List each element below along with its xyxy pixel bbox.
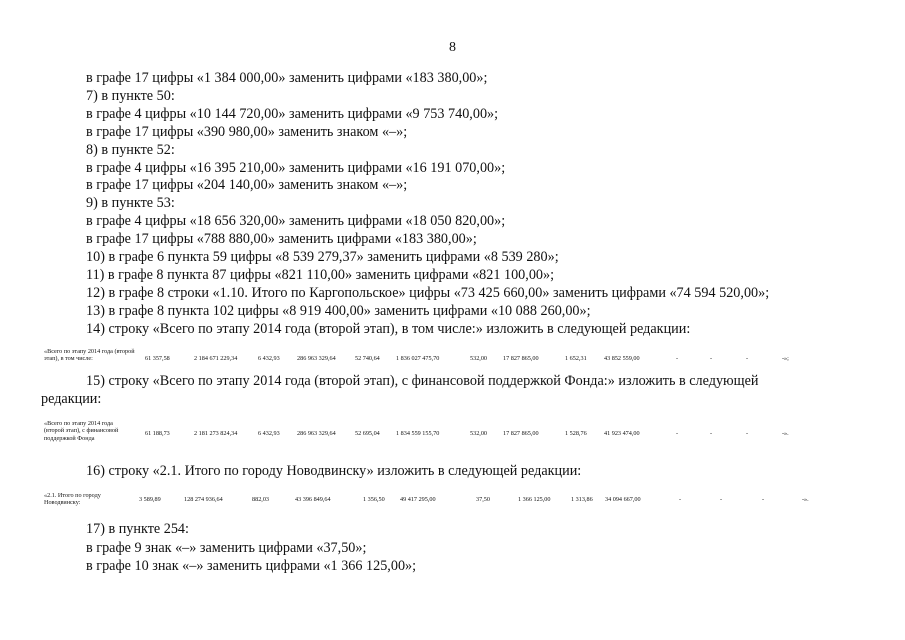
- table-cell: 882,03: [252, 496, 270, 503]
- table-cell: 37,50: [476, 496, 490, 503]
- text-line: в графе 4 цифры «10 144 720,00» заменить цифрами «9 753 740,00»;: [86, 105, 499, 122]
- text-line: в графе 10 знак «–» заменить цифрами «1 366 125,00»;: [86, 558, 417, 574]
- text-line: 13) в графе 8 пункта 102 цифры «8 919 400,00» заменить цифрами «10 088 260,00»;: [86, 302, 591, 319]
- table-cell: 1 528,76: [565, 430, 587, 437]
- table-cell: -: [762, 496, 765, 503]
- row-label: «Всего по этапу 2014 года (второй этап), в том числе:: [44, 348, 135, 363]
- table-cell: 1 652,31: [565, 355, 587, 362]
- text-line: в графе 9 знак «–» заменить цифрами «37,50»;: [86, 539, 367, 556]
- row-label: «2.1. Итого по городу Новодвинску:: [44, 492, 101, 507]
- table-cell: 1 366 125,00: [518, 496, 551, 503]
- table-cell: 1 313,86: [571, 496, 593, 503]
- table-cell: 43 852 559,00: [604, 355, 640, 362]
- table-cell: 1 356,50: [363, 496, 385, 503]
- table-cell: 6 432,93: [258, 355, 280, 362]
- amendment-lines-17: [86, 520, 416, 576]
- table-cell: 3 589,89: [139, 496, 161, 503]
- table-cell: 41 923 474,00: [604, 430, 640, 437]
- text-line: 8) в пункте 52:: [86, 141, 175, 158]
- text-line: 12) в графе 8 строки «1.10. Итого по Каргопольское» цифры «73 425 660,00» заменить цифрами «74 594 520,00»;: [86, 284, 770, 301]
- paragraph-15: [41, 372, 866, 408]
- table-cell: 17 827 865,00: [503, 355, 539, 362]
- table-cell: 6 432,93: [258, 430, 280, 437]
- text-line: в графе 4 цифры «18 656 320,00» заменить цифрами «18 050 820,00»;: [86, 213, 506, 230]
- table-cell: -».: [782, 430, 789, 437]
- table-cell: -: [710, 355, 713, 362]
- table-row-novodvinsk: [44, 492, 874, 510]
- paragraph-15-line: 15) строку «Всего по этапу 2014 года (второй этап), с финансовой поддержкой Фонда:» изложить в следующей: [86, 373, 759, 389]
- table-cell: 43 396 849,64: [295, 496, 331, 503]
- table-cell: 2 184 671 229,34: [194, 355, 238, 362]
- text-line: в графе 17 цифры «788 880,00» заменить цифрами «183 380,00»;: [86, 231, 477, 248]
- text-line: в графе 17 цифры «390 980,00» заменить знаком «–»;: [86, 123, 408, 140]
- table-cell: 286 963 329,64: [297, 355, 336, 362]
- table-cell: 17 827 865,00: [503, 430, 539, 437]
- paragraph-16: 16) строку «2.1. Итого по городу Новодвинску» изложить в следующей редакции:: [86, 463, 582, 479]
- table-cell: -: [746, 355, 749, 362]
- table-cell: -: [676, 430, 679, 437]
- amendment-lines: [86, 70, 769, 339]
- table-cell: 532,00: [470, 355, 488, 362]
- text-line: 14) строку «Всего по этапу 2014 года (второй этап), в том числе:» изложить в следующей редакции:: [86, 320, 691, 337]
- table-cell: -».: [802, 496, 809, 503]
- row-label: «Всего по этапу 2014 года (второй этап), с финансовой поддержкой Фонда: [44, 420, 119, 442]
- text-line: 17) в пункте 254:: [86, 521, 189, 537]
- table-cell: -: [710, 430, 713, 437]
- table-cell: -: [720, 496, 723, 503]
- text-line: 10) в графе 6 пункта 59 цифры «8 539 279,37» заменить цифрами «8 539 280»;: [86, 249, 559, 266]
- text-line: в графе 17 цифры «204 140,00» заменить знаком «–»;: [86, 177, 408, 194]
- text-line: в графе 17 цифры «1 384 000,00» заменить цифрами «183 380,00»;: [86, 70, 488, 86]
- text-line: в графе 4 цифры «16 395 210,00» заменить цифрами «16 191 070,00»;: [86, 159, 506, 176]
- table-cell: 2 181 273 824,34: [194, 430, 238, 437]
- text-line: 11) в графе 8 пункта 87 цифры «821 110,00» заменить цифрами «821 100,00»;: [86, 266, 555, 283]
- table-cell: 49 417 295,00: [400, 496, 436, 503]
- paragraph-15-line: редакции:: [41, 391, 102, 407]
- table-cell: 128 274 936,64: [184, 496, 223, 503]
- table-cell: 61 188,73: [145, 430, 170, 437]
- table-cell: -»;: [782, 355, 789, 362]
- table-cell: 286 963 329,64: [297, 430, 336, 437]
- table-cell: 1 834 559 155,70: [396, 430, 440, 437]
- table-row-stage-total-fund: [44, 420, 874, 452]
- table-cell: 61 357,58: [145, 355, 170, 362]
- table-cell: -: [679, 496, 682, 503]
- text-line: 7) в пункте 50:: [86, 87, 175, 104]
- table-cell: 1 836 027 475,70: [396, 355, 440, 362]
- table-cell: 34 094 667,00: [605, 496, 641, 503]
- table-cell: 52 695,04: [355, 430, 380, 437]
- text-line: 9) в пункте 53:: [86, 195, 175, 212]
- table-cell: 532,00: [470, 430, 488, 437]
- table-cell: -: [746, 430, 749, 437]
- page-number: 8: [449, 40, 456, 55]
- table-row-stage-total: [44, 348, 874, 366]
- table-cell: -: [676, 355, 679, 362]
- table-cell: 52 740,64: [355, 355, 380, 362]
